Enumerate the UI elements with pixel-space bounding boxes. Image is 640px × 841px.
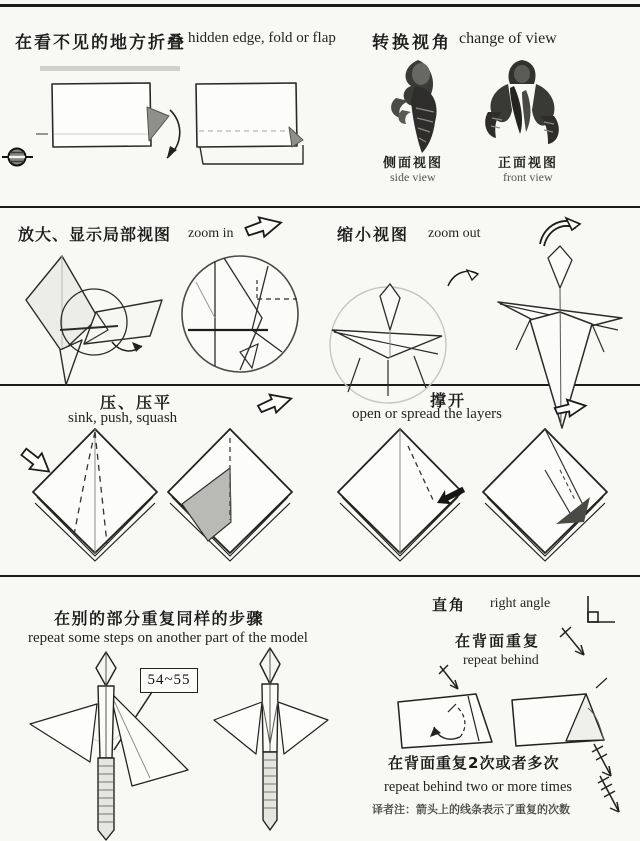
zoom-out-model-full <box>498 246 622 428</box>
repeat-behind-arrow-icon-2 <box>439 665 458 689</box>
repeat-behind-arrow-icon <box>560 627 584 655</box>
hollow-right-arrow-icon <box>244 214 283 240</box>
zoom-out-small-arrow-icon <box>448 270 478 286</box>
zoom-in-model <box>26 256 162 385</box>
repeat-part-title-zh: 在别的部分重复同样的步骤 <box>54 609 265 628</box>
change-view-title-en: change of view <box>459 30 557 47</box>
squash-title-zh: 压、压平 <box>100 393 173 412</box>
translator-note: 译者注：箭头上的线条表示了重复的次数 <box>372 803 570 816</box>
repeat-multi-arrow-icon <box>598 776 619 812</box>
dragonfly-model-left <box>30 652 188 840</box>
squash-title-en: sink, push, squash <box>68 410 178 426</box>
hidden-layers-lens-icon <box>2 149 33 166</box>
zoom-out-title-zh: 缩小视图 <box>337 225 410 244</box>
repeat-multi-label-zh: 在背面重复2次或者多次 <box>388 754 560 772</box>
spread-title-zh: 撑开 <box>430 391 467 410</box>
front-view-label-zh: 正面视图 <box>498 156 559 171</box>
repeat-multi-label-en: repeat behind two or more times <box>384 779 573 795</box>
repeat-behind-tent-2 <box>512 678 607 746</box>
repeat-behind-label-zh: 在背面重复 <box>455 632 541 650</box>
zoom-in-title-en: zoom in <box>188 226 234 241</box>
repeat-behind-tent-1 <box>398 694 492 748</box>
spread-title-en: open or spread the layers <box>352 406 502 422</box>
curved-hollow-arrow-icon <box>540 218 580 246</box>
right-angle-label-en: right angle <box>490 596 551 611</box>
front-view-photo <box>485 60 559 144</box>
spread-diamond-after <box>483 429 607 561</box>
zoom-out-circle-view <box>330 284 446 403</box>
squash-diamond-after <box>168 429 292 561</box>
change-view-title-zh: 转换视角 <box>372 33 452 53</box>
zoom-in-title-zh: 放大、显示局部视图 <box>18 225 172 244</box>
repeat-part-title-en: repeat some steps on another part of the model <box>28 630 308 646</box>
dragonfly-model-right <box>214 648 328 830</box>
hidden-edge-diagram-2 <box>196 83 303 164</box>
zoom-out-title-en: zoom out <box>428 226 481 241</box>
squash-section-arrow-icon <box>256 390 294 417</box>
right-angle-label-zh: 直角 <box>432 596 467 614</box>
hidden-edge-title-zh: 在看不见的地方折叠 <box>15 33 186 53</box>
side-view-label-en: side view <box>390 170 436 184</box>
right-angle-icon <box>588 596 615 622</box>
side-view-label-zh: 侧面视图 <box>383 156 444 171</box>
hidden-edge-title-en: hidden edge, fold or flap <box>188 30 336 46</box>
zoom-in-circle-detail <box>182 256 298 372</box>
front-view-label-en: front view <box>503 170 553 184</box>
step-range-box: 54~55 <box>140 668 198 693</box>
repeat-behind-label-en: repeat behind <box>463 653 539 668</box>
squash-diamond-before <box>33 429 157 561</box>
repeat-twice-arrow-icon <box>592 744 611 776</box>
side-view-photo <box>391 60 436 153</box>
hidden-edge-diagram-1 <box>36 83 180 158</box>
